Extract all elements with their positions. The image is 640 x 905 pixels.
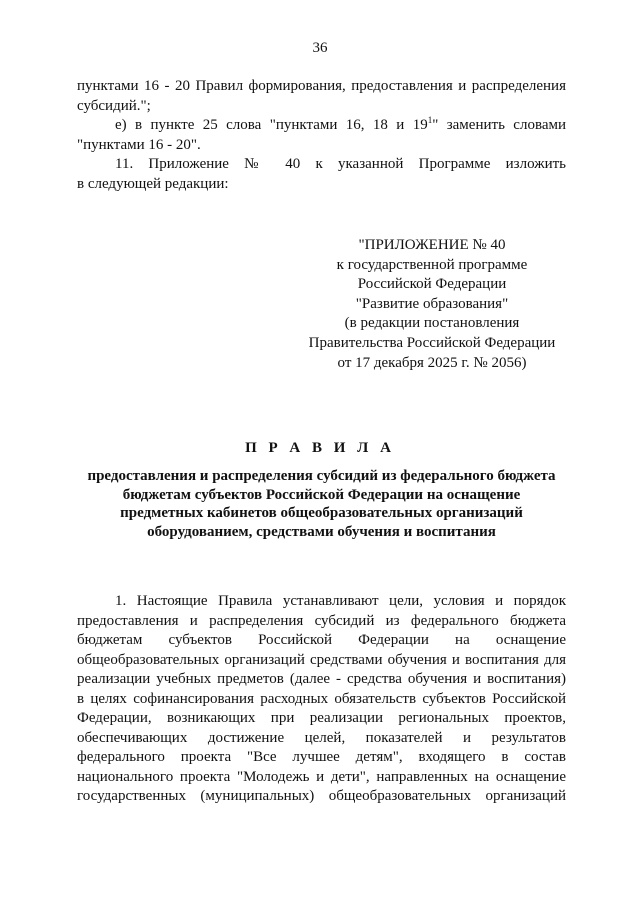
appendix-line: "Развитие образования" — [355, 295, 509, 312]
body-line: реализации учебных предметов (далее - средства обучения и воспитания) — [77, 671, 566, 687]
intro-section — [77, 77, 566, 194]
intro-line-3-pre: е) в пункте 25 слова "пунктами 16, 18 и 19 — [115, 117, 428, 133]
body-line: обеспечивающих достижение целей, показателей и результатов — [77, 729, 566, 746]
appendix-header — [300, 236, 564, 373]
body-line: федерального проекта "Все лучшее детям", входящего в состав — [77, 749, 566, 765]
document-title: П Р А В И Л А — [245, 440, 395, 456]
document-subtitle — [77, 467, 566, 541]
subtitle-line: бюджетам субъектов Российской Федерации на оснащение — [122, 486, 521, 503]
intro-line-3 — [77, 116, 566, 136]
appendix-line: (в редакции постановления — [344, 315, 520, 332]
body-line: в целях софинансирования расходных обязательств субъектов Российской — [77, 690, 566, 707]
appendix-line: к государственной программе — [336, 256, 528, 273]
intro-line-3-sup: 1 — [427, 115, 433, 125]
intro-line-1: пунктами 16 - 20 Правил формирования, предоставления и распределения — [77, 78, 566, 94]
intro-line-4: "пунктами 16 - 20". — [77, 136, 201, 153]
appendix-line: Правительства Российской Федерации — [308, 334, 556, 351]
intro-line-5: 11. Приложение № 40 к указанной Программе изложить — [115, 156, 566, 172]
subtitle-line: предметных кабинетов общеобразовательных организаций — [120, 505, 523, 522]
page-number: 36 — [312, 40, 328, 56]
body-line: Федерации, возникающих при реализации региональных проектов, — [77, 710, 566, 726]
body-line: предоставления и распределения субсидий из федерального бюджета — [77, 612, 566, 629]
body-line: государственных (муниципальных) общеобразовательных организаций — [77, 788, 566, 804]
subtitle-line: предоставления и распределения субсидий из федерального бюджета — [87, 468, 556, 484]
intro-line-3-post: " заменить словами — [432, 117, 567, 133]
appendix-line: от 17 декабря 2025 г. № 2056) — [337, 354, 527, 371]
body-line: бюджетам субъектов Российской Федерации на оснащение — [77, 632, 566, 648]
body-line: 1. Настоящие Правила устанавливают цели, условия и порядок — [115, 593, 566, 609]
intro-line-2: субсидий."; — [77, 97, 151, 114]
body-paragraph — [77, 592, 566, 807]
body-line: национального проекта "Молодежь и дети", направленных на оснащение — [77, 768, 566, 785]
subtitle-line: оборудованием, средствами обучения и воспитания — [147, 523, 496, 540]
appendix-line: Российской Федерации — [357, 276, 507, 293]
appendix-line: "ПРИЛОЖЕНИЕ № 40 — [358, 237, 506, 253]
body-line: общеобразовательных организаций средствами обучения и воспитания для — [77, 651, 566, 668]
intro-line-6: в следующей редакции: — [77, 175, 229, 192]
